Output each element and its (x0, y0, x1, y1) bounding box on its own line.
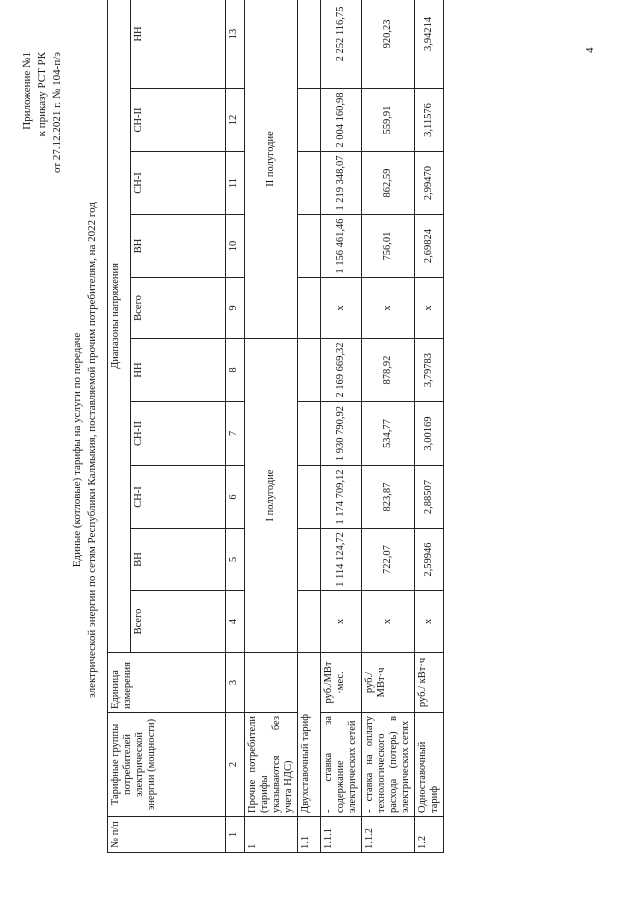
col-number: 7 (226, 402, 245, 466)
row-num: 1.2 (415, 817, 444, 853)
row-unit: руб./ МВт·ч (362, 653, 415, 713)
col-number: 3 (226, 653, 245, 713)
value-cell: 756,01 (362, 215, 415, 278)
value-cell: 2 004 160,98 (321, 89, 362, 152)
col-number: 6 (226, 466, 245, 529)
value-cell: 823,87 (362, 466, 415, 529)
row-label: Одноставочный тариф (415, 713, 444, 817)
value-cell: 3,00169 (415, 402, 444, 466)
header-voltage-ranges: Диапазоны напряжения (108, 0, 131, 653)
subsection-num: 1.1 (298, 817, 321, 853)
col-number: 13 (226, 0, 245, 89)
col-number: 2 (226, 713, 245, 817)
value-cell: x (362, 591, 415, 653)
value-cell: 1 156 461,46 (321, 215, 362, 278)
header-level: ВН (131, 529, 226, 591)
row-unit: руб./ кВт·ч (415, 653, 444, 713)
header-level: Всего (131, 278, 226, 339)
section-row (245, 0, 298, 853)
header-group: Тарифные группы потребителей электрической энергии (мощности) (108, 713, 226, 817)
column-number-row (226, 0, 245, 853)
subsection-row (298, 0, 321, 853)
value-cell: 920,23 (362, 0, 415, 89)
value-cell: 2,69824 (415, 215, 444, 278)
value-cell: 559,91 (362, 89, 415, 152)
value-cell: 534,77 (362, 402, 415, 466)
annex-date: от 27.12.2021 г. № 104-п/э (51, 52, 63, 174)
document-title (70, 55, 100, 845)
header-unit: Единица измерения (108, 653, 226, 713)
value-cell: 2 252 116,75 (321, 0, 362, 89)
value-cell: x (415, 591, 444, 653)
page-number: 4 (584, 47, 596, 53)
col-number: 8 (226, 339, 245, 402)
row-unit: руб./МВт ·мес. (321, 653, 362, 713)
header-level: НН (131, 0, 226, 89)
col-number: 4 (226, 591, 245, 653)
header-level: Всего (131, 591, 226, 653)
value-cell: x (415, 278, 444, 339)
header-level: НН (131, 339, 226, 402)
col-number: 10 (226, 215, 245, 278)
value-cell: x (321, 278, 362, 339)
col-number: 11 (226, 152, 245, 215)
value-cell: 1 114 124,72 (321, 529, 362, 591)
value-cell: x (321, 591, 362, 653)
value-cell: 3,11576 (415, 89, 444, 152)
header-level: СН-II (131, 402, 226, 466)
col-number: 12 (226, 89, 245, 152)
table-row (362, 0, 415, 853)
col-number: 1 (226, 817, 245, 853)
value-cell: 3,79783 (415, 339, 444, 402)
row-num: 1.1.2 (362, 817, 415, 853)
section-num: 1 (245, 817, 298, 853)
header-level: СН-I (131, 152, 226, 215)
value-cell: 722,07 (362, 529, 415, 591)
value-cell: 1 219 348,07 (321, 152, 362, 215)
annex-title: Приложение №1 (21, 52, 33, 130)
half-year-1: I полугодие (245, 339, 298, 653)
value-cell: x (362, 278, 415, 339)
header-level: СН-I (131, 466, 226, 529)
subsection-label: Двухставочный тариф (298, 653, 321, 817)
table-row (321, 0, 362, 853)
value-cell: 2,59946 (415, 529, 444, 591)
row-label: - ставка за содержание электрических сетей (321, 713, 362, 817)
row-num: 1.1.1 (321, 817, 362, 853)
value-cell: 1 174 709,12 (321, 466, 362, 529)
value-cell: 2,88507 (415, 466, 444, 529)
header-num: № п/п (108, 817, 226, 853)
header-level: СН-II (131, 89, 226, 152)
table-row (415, 0, 444, 853)
header-row-1 (108, 0, 131, 853)
value-cell: 2,99470 (415, 152, 444, 215)
value-cell: 3,94214 (415, 0, 444, 89)
annex-block (20, 52, 65, 173)
col-number: 9 (226, 278, 245, 339)
title-line-2: электрической энергии по сетям Республики Калмыкия, поставляемой прочим потребителям, на 2022 год (86, 202, 98, 698)
header-level: ВН (131, 215, 226, 278)
value-cell: 1 930 790,92 (321, 402, 362, 466)
annex-order: к приказу РСТ РК (36, 52, 48, 137)
col-number: 5 (226, 529, 245, 591)
row-label: - ставка на оплату технологического расхода (потерь) в электрических сетях (362, 713, 415, 817)
tariff-table (107, 0, 444, 853)
half-year-2: II полугодие (245, 0, 298, 339)
value-cell: 878,92 (362, 339, 415, 402)
title-line-1: Единые (котловые) тарифы на услуги по передаче (71, 332, 83, 568)
value-cell: 2 169 669,32 (321, 339, 362, 402)
value-cell: 862,59 (362, 152, 415, 215)
section-label: Прочие потребители (тарифы указываются без учета НДС) (245, 713, 298, 817)
